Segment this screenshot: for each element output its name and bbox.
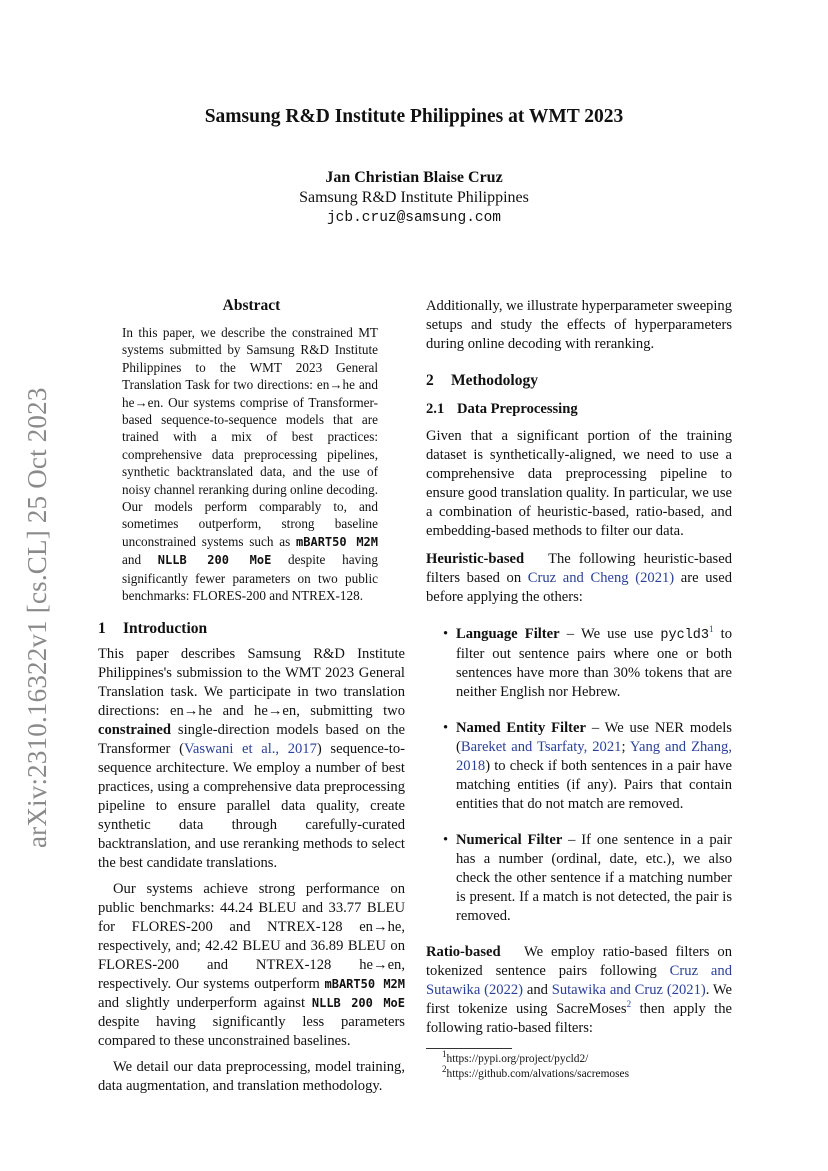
language-filter-heading: Language Filter	[456, 626, 560, 642]
intro-paragraph-2	[98, 880, 405, 1051]
intro-p1-text-b: single-direction models based on the Transformer (	[98, 721, 405, 757]
continued-paragraph: Additionally, we illustrate hyperparameter sweeping setups and study the effects of hyperparameters during online decoding with reranking.	[426, 298, 732, 352]
list-item-named-entity-filter	[426, 719, 732, 814]
footnote-2	[442, 1064, 732, 1082]
footnote-ref-1[interactable]: 1	[709, 624, 714, 635]
abstract-and: and	[122, 552, 142, 568]
ratio-text: We employ ratio-based filters on tokenized sentence pairs following	[426, 944, 732, 979]
intro-p2-text-c: despite having significantly less parameters compared to these unconstrained baselines.	[98, 1013, 405, 1049]
footnote-ref-2[interactable]: 2	[626, 999, 632, 1010]
heuristic-paragraph	[426, 550, 732, 607]
heuristic-filter-list	[426, 625, 732, 926]
section-heading-methodology	[426, 371, 732, 390]
subsection-title: Data Preprocessing	[457, 401, 578, 417]
list-item-numerical-filter	[426, 831, 732, 926]
abstract-model-nllb: NLLB 200 MoE	[157, 553, 272, 568]
intro-model-mbart: mBART50 M2M	[324, 976, 405, 991]
section-title: Introduction	[123, 619, 208, 637]
right-column	[426, 297, 732, 1082]
ratio-text-b: . We first tokenize using SacreMoses	[426, 982, 733, 1017]
paper-title: Samsung R&D Institute Philippines at WMT 2023	[204, 106, 624, 127]
named-entity-filter-text: – We use NER models (	[456, 720, 732, 755]
intro-paragraph-3: We detail our data preprocessing, model training, data augmentation, and translation methodology.	[98, 1058, 405, 1094]
citation-sutawika-cruz[interactable]: Sutawika and Cruz	[551, 982, 664, 998]
heuristic-text: The following heuristic-based filters based on	[426, 551, 733, 586]
citation-cruz-sutawika[interactable]: Cruz and Sutawika	[426, 963, 733, 998]
intro-model-nllb: NLLB 200 MoE	[311, 995, 405, 1010]
citation-sutawika-cruz-year[interactable]: (2021)	[666, 982, 706, 998]
language-filter-text: – We use use	[566, 626, 654, 642]
author-name: Jan Christian Blaise Cruz	[325, 169, 503, 186]
intro-p1-constrained: constrained	[98, 721, 171, 738]
named-entity-filter-heading: Named Entity Filter	[456, 720, 586, 736]
intro-p1-text-c: ) sequence-to-sequence architecture. We employ a number of best practices, using a comprehensive data preprocessing pipeline to ensure parallel data quality, create synthetic data through carefully-curated backtranslation, and use reranking methods to select the best candidate translations.	[98, 740, 405, 871]
abstract-text-part2: despite having significantly fewer parameters on two public benchmarks: FLORES-200 and NTREX-128.	[122, 552, 378, 604]
section-number: 1	[98, 619, 106, 637]
footnote-1	[442, 1049, 732, 1067]
section-heading-introduction	[98, 619, 405, 638]
subsection-number: 2.1	[426, 401, 445, 417]
citation-yang-zhang[interactable]: Yang and Zhang, 2018	[456, 739, 732, 774]
intro-paragraph-1	[98, 645, 405, 873]
author-block	[0, 168, 828, 228]
citation-vaswani[interactable]: Vaswani et al., 2017	[183, 740, 317, 757]
heuristic-heading: Heuristic-based	[426, 551, 525, 567]
language-filter-text-b: to filter out sentence pairs where one or both sentences have more than 30% tokens that are neither English nor Hebrew.	[456, 626, 733, 700]
intro-p2-text-b: and slightly underperform against	[98, 994, 306, 1011]
intro-p1-text: This paper describes Samsung R&D Institute Philippines's submission to the WMT 2023 General Translation task. We participate in two translation directions: en→he and he→en, submitting two	[98, 645, 405, 719]
citation-cruz-cheng[interactable]: Cruz and Cheng	[527, 570, 629, 586]
ratio-and: and	[526, 982, 548, 998]
abstract-model-mbart: mBART50 M2M	[296, 534, 378, 549]
citation-separator: ;	[621, 739, 626, 755]
footnotes	[426, 1049, 732, 1082]
left-column	[98, 296, 405, 1096]
arxiv-identifier: arXiv:2310.16322v1 [cs.CL] 25 Oct 2023	[22, 387, 52, 848]
citation-cruz-sutawika-year[interactable]: (2022)	[484, 982, 524, 998]
heuristic-text-b: are used before applying the others:	[426, 570, 732, 605]
footnote-divider	[426, 1048, 512, 1049]
intro-p2-text: Our systems achieve strong performance on public benchmarks: 44.24 BLEU and 33.77 BLEU for FLORES-200 and NTREX-128 en→he, respectively, and; 42.42 BLEU and 36.89 BLEU on FLORES-200 and NTREX-128 he→en, respectively. Our systems outperform	[98, 880, 405, 992]
abstract-heading: Abstract	[222, 297, 281, 314]
abstract-text-part1: In this paper, we describe the constrained MT systems submitted by Samsung R&D Institute Philippines to the WMT 2023 General Translation Task for two directions: en→he and he→en. Our systems comprise of Transformer-based sequence-to-sequence models that are trained with a mix of best practices: comprehensive data preprocessing pipelines, synthetic backtranslated data, and the use of noisy channel reranking during online decoding. Our models perform comparably to, and sometimes outperform, strong baseline unconstrained systems such as	[122, 325, 378, 549]
ratio-text-c: then apply the following ratio-based filters:	[426, 1001, 732, 1036]
citation-bareket[interactable]: Bareket and Tsarfaty, 2021	[460, 739, 622, 755]
ratio-heading: Ratio-based	[426, 944, 501, 960]
footnote-1-url[interactable]: https://pypi.org/project/pycld2/	[446, 1053, 589, 1065]
list-item-language-filter	[426, 625, 732, 702]
ratio-paragraph	[426, 943, 732, 1038]
section-title: Methodology	[451, 372, 538, 389]
author-email: jcb.cruz@samsung.com	[326, 210, 502, 226]
citation-cruz-cheng-year[interactable]: (2021)	[635, 570, 675, 586]
numerical-filter-heading: Numerical Filter	[456, 832, 563, 848]
section-number: 2	[426, 372, 434, 389]
pycld3-code: pycld3	[660, 628, 710, 643]
numerical-filter-text: – If one sentence in a pair has a number (ordinal, date, etc.), we also check the other sentence if a matching number is present. If a match is not detected, the pair is removed.	[456, 832, 733, 924]
footnote-1-number: 1	[442, 1049, 447, 1060]
named-entity-filter-text-b: ) to check if both sentences in a pair have matching entities (if any). Pairs that contain entities that do not match are removed.	[456, 758, 732, 812]
footnote-2-url[interactable]: https://github.com/alvations/sacremoses	[446, 1068, 630, 1080]
subsection-heading-data-preprocessing	[426, 400, 732, 419]
author-affiliation: Samsung R&D Institute Philippines	[299, 189, 529, 206]
abstract-body	[122, 324, 378, 605]
data-preprocessing-paragraph: Given that a significant portion of the training dataset is synthetically-aligned, we need to use a comprehensive data preprocessing pipeline to ensure good translation quality. In particular, we use a combination of heuristic-based, ratio-based, and embedding-based methods to filter our data.	[426, 428, 732, 539]
footnote-2-number: 2	[442, 1064, 447, 1075]
